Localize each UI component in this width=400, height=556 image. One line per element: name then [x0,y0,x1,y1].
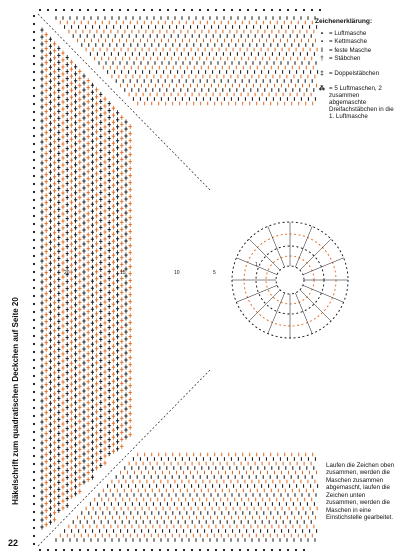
legend-item [315,30,395,37]
edge-chain-mark [33,527,35,529]
edge-chain-mark [175,9,177,11]
edge-chain-mark [33,535,35,537]
edge-chain-mark [191,549,193,551]
edge-chain-mark [33,511,35,513]
single-crochet-icon: I [321,46,323,54]
edge-chain-mark [33,207,35,209]
chain-stitch-icon: • [320,29,324,37]
edge-chain-mark [223,549,225,551]
edge-chain-mark [303,9,305,11]
edge-chain-mark [33,471,35,473]
edge-chain-mark [33,431,35,433]
edge-chain-mark [295,549,297,551]
motif-ring [276,266,304,294]
legend-label: = Stäbchen [329,55,361,63]
edge-chain-mark [33,55,35,57]
edge-chain-mark [271,549,273,551]
page-number: 22 [8,538,19,548]
motif-spoke [303,285,344,302]
edge-chain-mark [33,295,35,297]
edge-chain-mark [191,9,193,11]
row-number: 15 [120,270,126,276]
edge-chain-mark [33,447,35,449]
edge-chain-mark [33,463,35,465]
motif-spoke [249,239,280,270]
edge-chain-mark [311,9,313,11]
edge-chain-mark [33,367,35,369]
edge-chain-mark [33,167,35,169]
edge-chain-mark [207,549,209,551]
edge-chain-mark [167,549,169,551]
row-number: 10 [174,270,180,276]
edge-chain-mark [119,549,121,551]
row-number: 20 [64,270,70,276]
edge-chain-mark [263,549,265,551]
edge-chain-mark [33,71,35,73]
edge-chain-mark [255,9,257,11]
edge-chain-mark [127,9,129,11]
edge-chain-mark [47,9,49,11]
edge-chain-mark [33,519,35,521]
edge-chain-mark [95,549,97,551]
edge-chain-mark [135,549,137,551]
row-number: 1 [255,262,258,268]
legend-label: = feste Masche [329,46,372,54]
edge-chain-mark [33,263,35,265]
edge-chain-mark [111,549,113,551]
edge-chain-mark [135,9,137,11]
edge-chain-mark [33,455,35,457]
side-caption: Häkelschrift zum quadratischen Deckchen auf Seite 20 [11,297,20,505]
edge-chain-mark [33,303,35,305]
edge-chain-mark [151,549,153,551]
edge-chain-mark [223,9,225,11]
edge-chain-mark [319,9,321,11]
motif-spoke [268,226,285,267]
edge-chain-mark [263,9,265,11]
legend-item [315,47,395,54]
legend-label: = 5 Luftmaschen, 2 zusammen abgemaschte Dreifachstäbchen in die 1. Luftmasche [329,84,394,121]
legend-item [315,55,395,62]
edge-chain-mark [33,495,35,497]
edge-chain-mark [303,549,305,551]
edge-chain-mark [33,359,35,361]
edge-chain-mark [151,9,153,11]
edge-chain-mark [103,9,105,11]
edge-chain-mark [33,479,35,481]
slip-stitch-icon: ▪ [320,38,324,46]
edge-chain-mark [33,335,35,337]
edge-chain-mark [271,9,273,11]
motif-spoke [249,290,280,321]
motif-spoke [300,239,331,270]
motif-spoke [268,293,285,334]
edge-chain-mark [33,159,35,161]
edge-chain-mark [33,63,35,65]
edge-chain-mark [63,549,65,551]
edge-chain-mark [33,183,35,185]
edge-chain-mark [215,9,217,11]
edge-chain-mark [33,271,35,273]
legend-label: = Kettmasche [329,38,368,46]
edge-chain-mark [103,549,105,551]
edge-chain-mark [167,9,169,11]
edge-chain-mark [79,9,81,11]
edge-chain-mark [47,549,49,551]
edge-chain-mark [143,549,145,551]
edge-chain-mark [33,15,35,17]
edge-chain-mark [71,549,73,551]
edge-chain-mark [39,549,41,551]
edge-chain-mark [33,231,35,233]
edge-chain-mark [63,9,65,11]
edge-chain-mark [33,87,35,89]
edge-chain-mark [33,31,35,33]
edge-chain-mark [71,9,73,11]
edge-chain-mark [295,9,297,11]
edge-chain-mark [33,319,35,321]
instruction-note: Laufen die Zeichen oben zusammen, werden die Maschen zusammen abgemascht, laufen die Zeichen unten zusammen, werden die Maschen in eine Einstichstelle gearbeitet. [326,462,395,522]
legend-title: Zeichenerklärung: [315,18,373,25]
edge-chain-mark [33,39,35,41]
legend-item [315,85,395,121]
edge-chain-mark [33,23,35,25]
edge-chain-mark [33,423,35,425]
edge-chain-mark [33,103,35,105]
edge-chain-mark [33,135,35,137]
motif-spoke [300,290,331,321]
edge-chain-mark [143,9,145,11]
edge-chain-mark [33,199,35,201]
edge-chain-mark [279,9,281,11]
edge-chain-mark [215,549,217,551]
edge-chain-mark [33,119,35,121]
edge-chain-mark [183,549,185,551]
edge-chain-mark [33,383,35,385]
double-crochet-icon: † [320,55,324,63]
edge-chain-mark [33,487,35,489]
edge-chain-mark [287,9,289,11]
edge-chain-mark [33,143,35,145]
legend-item [315,38,395,45]
edge-chain-mark [55,9,57,11]
legend-label: = Doppelstäbchen [329,70,380,78]
edge-chain-mark [33,351,35,353]
edge-chain-mark [231,549,233,551]
edge-chain-mark [33,191,35,193]
edge-chain-mark [183,9,185,11]
edge-chain-mark [33,375,35,377]
treble-crochet-icon: ‡ [320,70,324,78]
edge-chain-mark [33,95,35,97]
edge-chain-mark [287,549,289,551]
edge-chain-mark [33,399,35,401]
edge-chain-mark [119,9,121,11]
legend-item [315,70,395,77]
edge-chain-mark [87,9,89,11]
edge-chain-mark [55,549,57,551]
edge-chain-mark [95,9,97,11]
edge-chain-mark [175,549,177,551]
edge-chain-mark [33,151,35,153]
edge-chain-mark [111,9,113,11]
edge-chain-mark [159,549,161,551]
edge-chain-mark [199,9,201,11]
row-number: 5 [213,270,216,276]
edge-chain-mark [39,9,41,11]
edge-chain-mark [127,549,129,551]
edge-chain-mark [33,127,35,129]
edge-chain-mark [279,549,281,551]
edge-chain-mark [33,415,35,417]
edge-chain-mark [33,239,35,241]
edge-chain-mark [33,47,35,49]
edge-chain-mark [33,503,35,505]
edge-chain-mark [33,343,35,345]
legend [315,18,395,122]
edge-chain-mark [33,327,35,329]
edge-chain-mark [33,111,35,113]
edge-chain-mark [33,279,35,281]
edge-chain-mark [33,215,35,217]
edge-chain-mark [199,549,201,551]
edge-chain-mark [247,9,249,11]
motif-spoke [303,258,344,275]
edge-chain-mark [33,543,35,545]
legend-label: = Luftmasche [329,29,367,37]
edge-chain-mark [87,549,89,551]
edge-chain-mark [79,549,81,551]
edge-chain-mark [33,175,35,177]
edge-chain-mark [255,549,257,551]
edge-chain-mark [33,287,35,289]
edge-chain-mark [33,79,35,81]
edge-chain-mark [207,9,209,11]
edge-chain-mark [239,9,241,11]
edge-chain-mark [33,255,35,257]
edge-chain-mark [33,247,35,249]
edge-chain-mark [33,391,35,393]
edge-chain-mark [33,311,35,313]
edge-chain-mark [159,9,161,11]
edge-chain-mark [33,223,35,225]
edge-chain-mark [33,407,35,409]
edge-chain-mark [247,549,249,551]
motif-spoke [236,285,277,302]
edge-chain-mark [231,9,233,11]
edge-chain-mark [239,549,241,551]
cluster-icon: ⁂ [318,84,326,92]
edge-chain-mark [33,439,35,441]
